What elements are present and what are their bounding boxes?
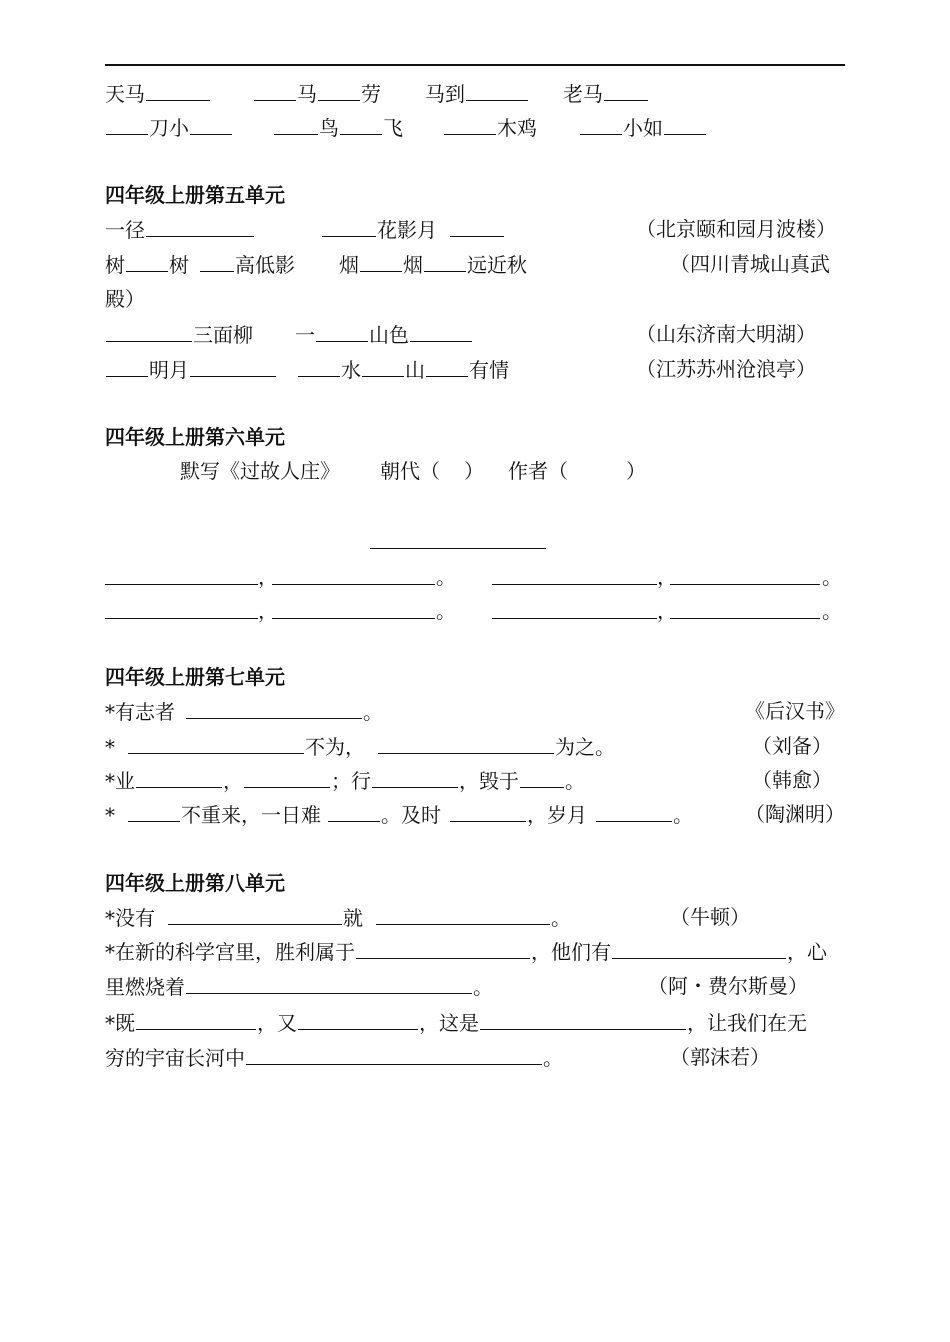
text: * bbox=[105, 803, 115, 827]
text: ，心 bbox=[787, 940, 827, 964]
text: 不为， bbox=[305, 735, 365, 759]
text: ， bbox=[223, 769, 243, 793]
text: 马到 bbox=[425, 82, 465, 106]
period: 。 bbox=[822, 565, 842, 589]
text: ，又 bbox=[257, 1011, 297, 1035]
period: 。 bbox=[822, 599, 842, 623]
dynasty-label: 朝代（ bbox=[380, 459, 440, 483]
blank[interactable] bbox=[356, 934, 530, 959]
source: （四川青城山真武 bbox=[670, 252, 830, 276]
blank[interactable] bbox=[670, 584, 820, 585]
blank[interactable] bbox=[492, 584, 657, 585]
blank[interactable] bbox=[316, 317, 368, 342]
blank[interactable] bbox=[596, 797, 672, 822]
source: （韩愈） bbox=[752, 768, 832, 792]
source: （山东济南大明湖） bbox=[636, 322, 816, 346]
idiom-row-2 bbox=[105, 110, 707, 144]
unit7-line-2 bbox=[105, 729, 615, 763]
text: 有情 bbox=[469, 358, 509, 382]
text: 刀小 bbox=[149, 116, 189, 140]
blank[interactable] bbox=[136, 763, 222, 788]
unit7-line-4 bbox=[105, 797, 693, 831]
source: （北京颐和园月波楼） bbox=[636, 217, 836, 241]
blank[interactable] bbox=[450, 212, 504, 237]
blank[interactable] bbox=[298, 1005, 418, 1030]
author-label: 作者（ bbox=[508, 459, 568, 483]
source-continued: 殿） bbox=[105, 287, 145, 311]
unit8-line-5 bbox=[105, 1040, 563, 1074]
source: （阿・费尔斯曼） bbox=[648, 974, 808, 998]
text: 。 bbox=[551, 906, 571, 930]
blank[interactable] bbox=[410, 317, 472, 342]
source: 《后汉书》 bbox=[745, 699, 845, 723]
unit8-line-1 bbox=[105, 900, 571, 934]
text: 树 bbox=[105, 253, 125, 277]
unit8-line-2 bbox=[105, 934, 827, 968]
unit6-prompt-line bbox=[180, 454, 646, 488]
text: ） bbox=[626, 459, 646, 483]
blank[interactable] bbox=[372, 763, 458, 788]
blank[interactable] bbox=[362, 352, 404, 377]
blank[interactable] bbox=[322, 212, 376, 237]
blank[interactable] bbox=[272, 584, 435, 585]
text: 穷的宇宙长河中 bbox=[105, 1046, 245, 1070]
text: 。 bbox=[673, 803, 693, 827]
blank[interactable] bbox=[106, 352, 148, 377]
blank[interactable] bbox=[376, 900, 550, 925]
blank[interactable] bbox=[190, 352, 276, 377]
comma: ， bbox=[258, 565, 278, 589]
unit6-heading: 四年级上册第六单元 bbox=[105, 425, 285, 449]
text: 花影月 bbox=[377, 218, 437, 242]
blank[interactable] bbox=[466, 76, 528, 101]
text: 木鸡 bbox=[497, 116, 537, 140]
blank[interactable] bbox=[424, 247, 466, 272]
text: 三面柳 bbox=[193, 323, 253, 347]
blank[interactable] bbox=[106, 317, 192, 342]
text: *业 bbox=[105, 769, 135, 793]
unit5-heading: 四年级上册第五单元 bbox=[105, 183, 285, 207]
blank[interactable] bbox=[480, 1005, 686, 1030]
source: （牛顿） bbox=[670, 905, 750, 929]
text: 老马 bbox=[563, 82, 603, 106]
source: （刘备） bbox=[752, 734, 832, 758]
comma: ， bbox=[258, 599, 278, 623]
top-rule bbox=[105, 64, 845, 66]
source: （江苏苏州沧浪亭） bbox=[636, 357, 816, 381]
period: 。 bbox=[436, 599, 456, 623]
text: 里燃烧着 bbox=[105, 975, 185, 999]
text: 小如 bbox=[623, 116, 663, 140]
blank[interactable] bbox=[200, 247, 234, 272]
text: * bbox=[105, 735, 115, 759]
blank[interactable] bbox=[340, 110, 382, 135]
blank[interactable] bbox=[186, 969, 472, 994]
unit7-line-3 bbox=[105, 763, 585, 797]
comma: ， bbox=[657, 565, 677, 589]
text: ，毁于 bbox=[459, 769, 519, 793]
blank[interactable] bbox=[444, 110, 496, 135]
blank[interactable] bbox=[604, 76, 648, 101]
blank[interactable] bbox=[186, 694, 362, 719]
text: 水 bbox=[341, 358, 361, 382]
text: 。 bbox=[473, 975, 493, 999]
text: 高低影 bbox=[235, 253, 295, 277]
blank[interactable] bbox=[146, 212, 254, 237]
blank[interactable] bbox=[105, 618, 258, 619]
period: 。 bbox=[436, 565, 456, 589]
blank[interactable] bbox=[106, 110, 148, 135]
text: 马 bbox=[297, 82, 317, 106]
blank[interactable] bbox=[492, 618, 657, 619]
text: ） bbox=[464, 459, 484, 483]
text: 。及时 bbox=[381, 803, 441, 827]
blank[interactable] bbox=[190, 110, 232, 135]
text: 。 bbox=[543, 1046, 563, 1070]
text: 远近秋 bbox=[467, 253, 527, 277]
text: 一径 bbox=[105, 218, 145, 242]
text: 鸟 bbox=[319, 116, 339, 140]
text: 。 bbox=[363, 700, 383, 724]
text: 山色 bbox=[369, 323, 409, 347]
unit7-heading: 四年级上册第七单元 bbox=[105, 665, 285, 689]
text: ，让我们在无 bbox=[687, 1011, 807, 1035]
blank[interactable] bbox=[318, 76, 360, 101]
text: 就 bbox=[343, 906, 363, 930]
blank[interactable] bbox=[580, 110, 622, 135]
blank[interactable] bbox=[254, 76, 296, 101]
text: 一 bbox=[295, 323, 315, 347]
unit5-line-1 bbox=[105, 212, 505, 246]
text: 劳 bbox=[361, 82, 381, 106]
blank[interactable] bbox=[168, 900, 342, 925]
blank[interactable] bbox=[298, 352, 340, 377]
text: ，他们有 bbox=[531, 940, 611, 964]
unit5-line-4 bbox=[105, 352, 509, 386]
unit7-line-1 bbox=[105, 694, 383, 728]
source: （陶渊明） bbox=[745, 802, 845, 826]
text: 山 bbox=[405, 358, 425, 382]
text: 飞 bbox=[383, 116, 403, 140]
text: 。 bbox=[565, 769, 585, 793]
text: ；行 bbox=[331, 769, 371, 793]
blank[interactable] bbox=[136, 1005, 256, 1030]
unit8-heading: 四年级上册第八单元 bbox=[105, 871, 285, 895]
text: *有志者 bbox=[105, 700, 175, 724]
text: 为之。 bbox=[555, 735, 615, 759]
blank[interactable] bbox=[128, 797, 180, 822]
unit8-line-4 bbox=[105, 1005, 807, 1039]
blank[interactable] bbox=[272, 618, 435, 619]
blank[interactable] bbox=[378, 729, 554, 754]
text: 烟 bbox=[339, 253, 359, 277]
text: 树 bbox=[169, 253, 189, 277]
text: 不重来，一日难 bbox=[181, 803, 321, 827]
blank[interactable] bbox=[664, 110, 706, 135]
poem-prompt: 默写《过故人庄》 bbox=[180, 459, 340, 483]
blank[interactable] bbox=[244, 763, 330, 788]
comma: ， bbox=[657, 599, 677, 623]
blank[interactable] bbox=[520, 763, 564, 788]
blank[interactable] bbox=[426, 352, 468, 377]
text: *既 bbox=[105, 1011, 135, 1035]
unit5-line-3 bbox=[105, 317, 473, 351]
unit8-line-3 bbox=[105, 969, 493, 1003]
poem-title-blank[interactable] bbox=[370, 548, 546, 549]
source: （郭沫若） bbox=[670, 1045, 770, 1069]
blank[interactable] bbox=[146, 76, 210, 101]
blank[interactable] bbox=[274, 110, 318, 135]
text: 烟 bbox=[403, 253, 423, 277]
blank[interactable] bbox=[328, 797, 380, 822]
blank[interactable] bbox=[360, 247, 402, 272]
text: 明月 bbox=[149, 358, 189, 382]
text: 天马 bbox=[105, 82, 145, 106]
blank[interactable] bbox=[670, 618, 820, 619]
blank[interactable] bbox=[105, 584, 258, 585]
blank[interactable] bbox=[126, 247, 168, 272]
blank[interactable] bbox=[128, 729, 304, 754]
text: *没有 bbox=[105, 906, 155, 930]
text: ，岁月 bbox=[527, 803, 587, 827]
idiom-row-1 bbox=[105, 76, 649, 110]
blank[interactable] bbox=[246, 1040, 542, 1065]
text: *在新的科学宫里，胜利属于 bbox=[105, 940, 355, 964]
blank[interactable] bbox=[450, 797, 526, 822]
text: ，这是 bbox=[419, 1011, 479, 1035]
blank[interactable] bbox=[612, 934, 786, 959]
unit5-line-2 bbox=[105, 247, 527, 281]
